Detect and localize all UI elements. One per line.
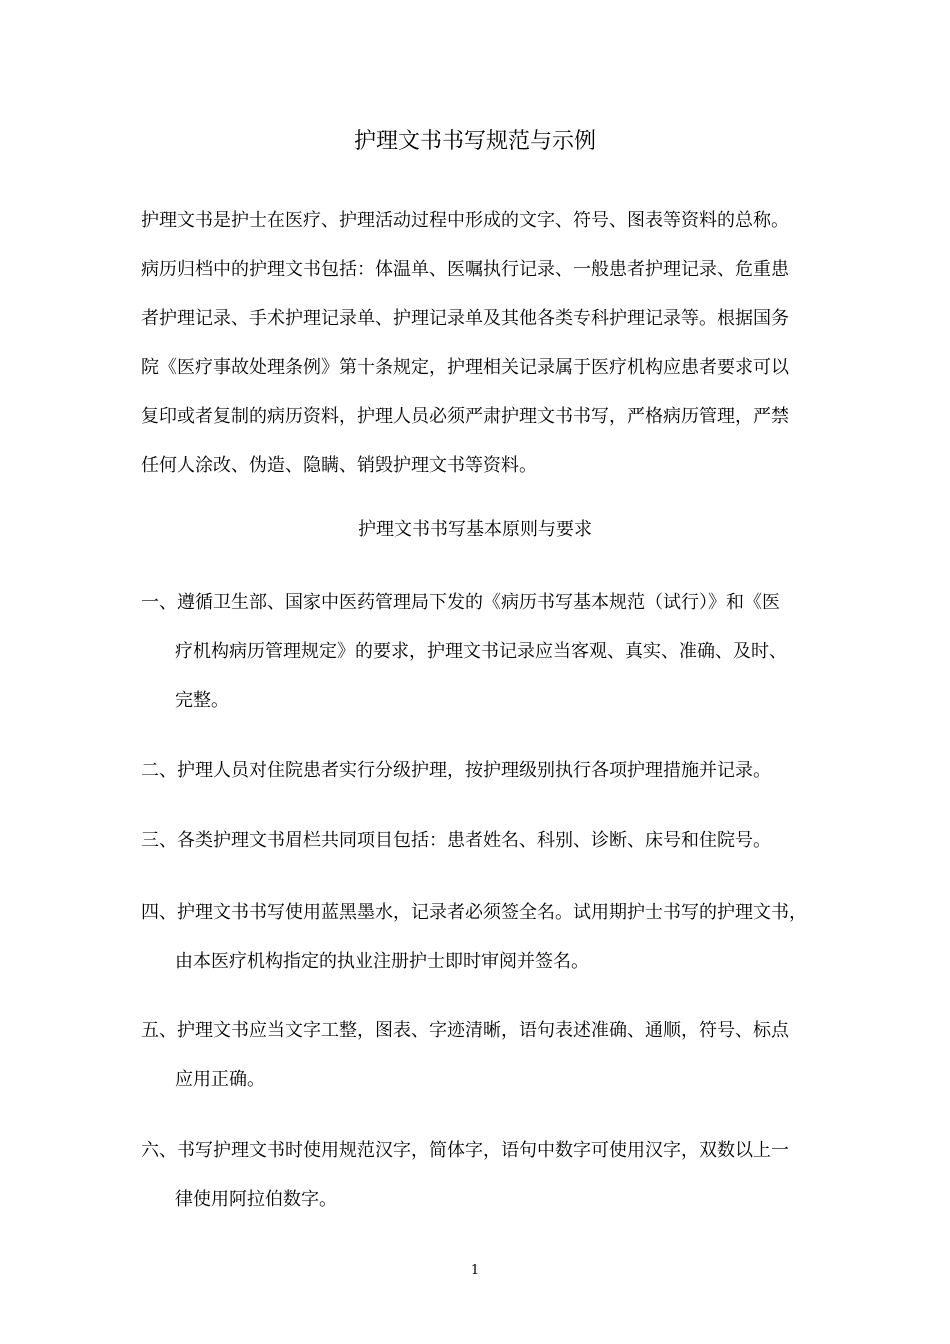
intro-line: 病历归档中的护理文书包括：体温单、医嘱执行记录、一般患者护理记录、危重患 — [141, 259, 789, 280]
intro-line: 院《医疗事故处理条例》第十条规定，护理相关记录属于医疗机构应患者要求可以 — [141, 357, 789, 378]
list-item-line: 三、各类护理文书眉栏共同项目包括：患者姓名、科别、诊断、床号和住院号。 — [141, 830, 771, 851]
list-item-line: 六、书写护理文书时使用规范汉字，简体字，语句中数字可使用汉字，双数以上一 — [141, 1140, 789, 1161]
list-item-line: 完整。 — [175, 690, 229, 711]
intro-line: 者护理记录、手术护理记录单、护理记录单及其他各类专科护理记录等。根据国务 — [141, 308, 789, 329]
list-item-1 — [141, 578, 851, 725]
page-number: 1 — [470, 1263, 480, 1278]
list-item-line: 律使用阿拉伯数字。 — [175, 1189, 337, 1210]
list-item-2 — [141, 746, 851, 795]
document-title: 护理文书书写规范与示例 — [353, 129, 596, 154]
list-item-line: 四、护理文书书写使用蓝黑墨水，记录者必须签全名。试用期护士书写的护理文书， — [141, 902, 807, 923]
list-item-3 — [141, 816, 851, 865]
list-item-4 — [141, 888, 851, 986]
section-title: 护理文书书写基本原则与要求 — [358, 519, 592, 540]
intro-line: 任何人涂改、伪造、隐瞒、销毁护理文书等资料。 — [141, 455, 537, 476]
intro-paragraph — [141, 196, 841, 490]
list-item-line: 二、护理人员对住院患者实行分级护理，按护理级别执行各项护理措施并记录。 — [141, 760, 771, 781]
list-item-line: 应用正确。 — [175, 1069, 265, 1090]
list-item-5 — [141, 1006, 851, 1104]
intro-line: 护理文书是护士在医疗、护理活动过程中形成的文字、符号、图表等资料的总称。 — [141, 210, 789, 231]
list-item-line: 五、护理文书应当文字工整，图表、字迹清晰，语句表述准确、通顺，符号、标点 — [141, 1020, 789, 1041]
list-item-6 — [141, 1126, 851, 1224]
intro-line: 复印或者复制的病历资料，护理人员必须严肃护理文书书写，严格病历管理，严禁 — [141, 406, 789, 427]
list-item-line: 由本医疗机构指定的执业注册护士即时审阅并签名。 — [175, 951, 589, 972]
list-item-line: 一、遵循卫生部、国家中医药管理局下发的《病历书写基本规范（试行）》和《医 — [141, 592, 780, 613]
list-item-line: 疗机构病历管理规定》的要求，护理文书记录应当客观、真实、准确、及时、 — [175, 641, 787, 662]
